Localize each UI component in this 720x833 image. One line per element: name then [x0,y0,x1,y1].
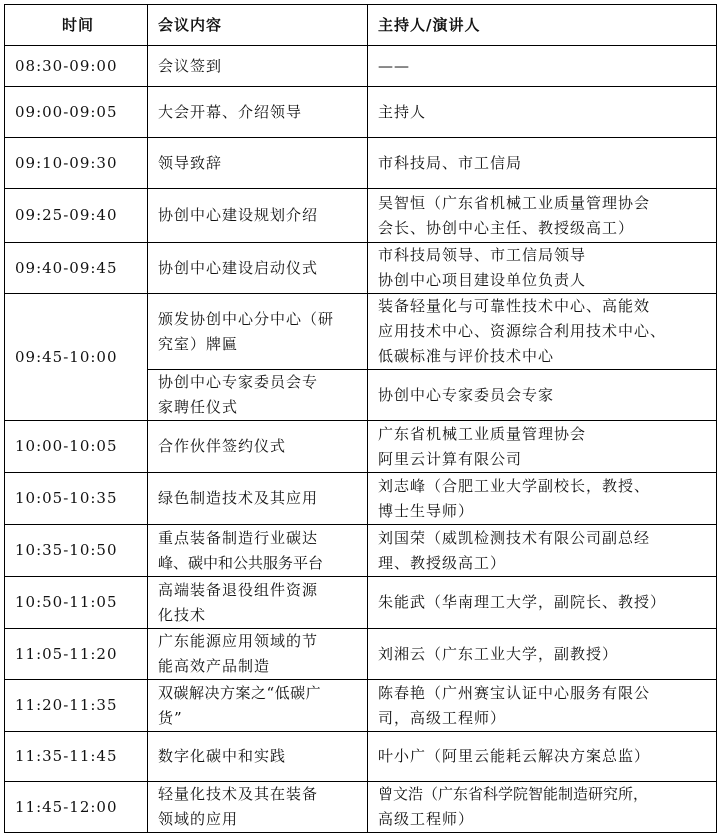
host-line: 朱能武（华南理工大学，副院长、教授） [378,593,667,611]
content-line: 双碳解决方案之“低碳广 [158,683,322,702]
host-line: 市科技局、市工信局 [378,153,523,172]
host-line: 阿里云计算有限公司 [378,449,523,468]
host-line: 刘国荣（威凯检测技术有限公司副总经 [378,528,651,547]
content-line: 广东能源应用领域的节 [158,632,319,650]
time-cell: 09:25-09:40 [5,189,148,243]
content-line: 合作伙伴签约仪式 [158,437,287,455]
host-line: 市科技局领导、市工信局领导 [378,246,587,264]
content-line: 会议签到 [158,56,223,75]
host-line: 主持人 [378,102,427,121]
table-row [5,577,717,629]
host-line: 高级工程师） [378,810,475,828]
header-content: 会议内容 [148,5,368,46]
content-line: 高端装备退役组件资源 [158,580,319,599]
host-line: 理、教授级高工） [378,553,507,572]
content-line: 化技术 [158,605,207,624]
host-line: 博士生导师） [378,501,475,520]
table-row [5,629,717,680]
table-row [5,782,717,833]
time-cell: 09:40-09:45 [5,243,148,294]
content-line: 颁发协创中心分中心（研 [158,309,335,328]
content-line: 数字化碳中和实践 [158,747,287,765]
content-cell [148,46,368,87]
content-line: 轻量化技术及其在装备 [158,785,319,803]
host-cell [368,680,717,732]
time-cell: 11:35-11:45 [5,732,148,782]
content-line: 重点装备制造行业碳达 [158,528,319,547]
host-line: 刘湘云（广东工业大学，副教授） [378,644,619,663]
content-line: 绿色制造技术及其应用 [158,489,319,507]
content-cell [148,473,368,525]
host-cell [368,370,717,421]
time-cell: 09:10-09:30 [5,138,148,189]
table-row [5,525,717,577]
host-cell [368,629,717,680]
host-line: 曾文浩（广东省科学院智能制造研究所， [378,785,649,803]
header-host: 主持人/演讲人 [368,5,717,46]
content-line: 协创中心建设启动仪式 [158,258,319,277]
host-line: 刘志峰（合肥工业大学副校长，教授、 [378,476,651,495]
host-line: 装备轻量化与可靠性技术中心、高能效 [378,297,651,315]
table-row [5,243,717,294]
content-cell [148,732,368,782]
host-cell [368,473,717,525]
table-row [5,680,717,732]
content-cell [148,680,368,732]
table-row [5,189,717,243]
table-header-row [5,5,717,46]
content-line: 协创中心专家委员会专 [158,373,319,391]
content-cell [148,138,368,189]
host-cell [368,46,717,87]
host-line: 低碳标准与评价技术中心 [378,347,555,365]
time-cell: 09:00-09:05 [5,87,148,138]
header-time: 时间 [5,5,148,46]
time-cell: 10:50-11:05 [5,577,148,629]
host-cell [368,243,717,294]
content-line: 能高效产品制造 [158,657,271,675]
table-row [5,87,717,138]
content-line: 货” [158,708,183,727]
content-cell [148,370,368,421]
host-cell [368,525,717,577]
host-cell [368,577,717,629]
content-cell [148,782,368,833]
content-line: 领导致辞 [158,153,223,172]
table-row [5,294,717,370]
host-line: 会长、协创中心主任、教授级高工） [378,218,635,237]
host-cell [368,189,717,243]
content-line: 峰、碳中和公共服务平台 [158,553,324,572]
content-cell [148,294,368,370]
host-line: 广东省机械工业质量管理协会 [378,424,587,443]
host-line: 司，高级工程师） [378,708,507,727]
host-line: 应用技术中心、资源综合利用技术中心、 [378,322,667,340]
content-line: 大会开幕、介绍领导 [158,102,303,121]
content-line: 究室）牌匾 [158,334,239,353]
time-cell: 11:45-12:00 [5,782,148,833]
content-cell [148,525,368,577]
host-line: 叶小广（阿里云能耗云解决方案总监） [378,747,651,765]
table-row [5,473,717,525]
host-line: 协创中心专家委员会专家 [378,385,555,404]
time-cell: 11:05-11:20 [5,629,148,680]
host-line: 吴智恒（广东省机械工业质量管理协会 [378,193,651,212]
time-cell: 10:05-10:35 [5,473,148,525]
content-cell [148,629,368,680]
host-cell [368,87,717,138]
content-cell [148,421,368,473]
host-cell [368,732,717,782]
time-cell: 11:20-11:35 [5,680,148,732]
host-cell [368,421,717,473]
table-row [5,732,717,782]
content-line: 领域的应用 [158,810,239,828]
table-row [5,421,717,473]
time-cell: 08:30-09:00 [5,46,148,87]
host-line: —— [378,56,410,75]
host-cell [368,138,717,189]
content-cell [148,243,368,294]
content-cell [148,577,368,629]
content-cell [148,87,368,138]
time-cell: 10:00-10:05 [5,421,148,473]
table-row [5,138,717,189]
content-line: 协创中心建设规划介绍 [158,206,319,224]
host-cell [368,294,717,370]
time-cell: 09:45-10:00 [5,294,148,421]
host-line: 协创中心项目建设单位负责人 [378,271,587,289]
host-line: 陈春艳（广州赛宝认证中心服务有限公 [378,683,651,702]
table-row [5,46,717,87]
content-cell [148,189,368,243]
host-cell [368,782,717,833]
content-line: 家聘任仪式 [158,398,239,416]
time-cell: 10:35-10:50 [5,525,148,577]
agenda-table [4,4,717,833]
